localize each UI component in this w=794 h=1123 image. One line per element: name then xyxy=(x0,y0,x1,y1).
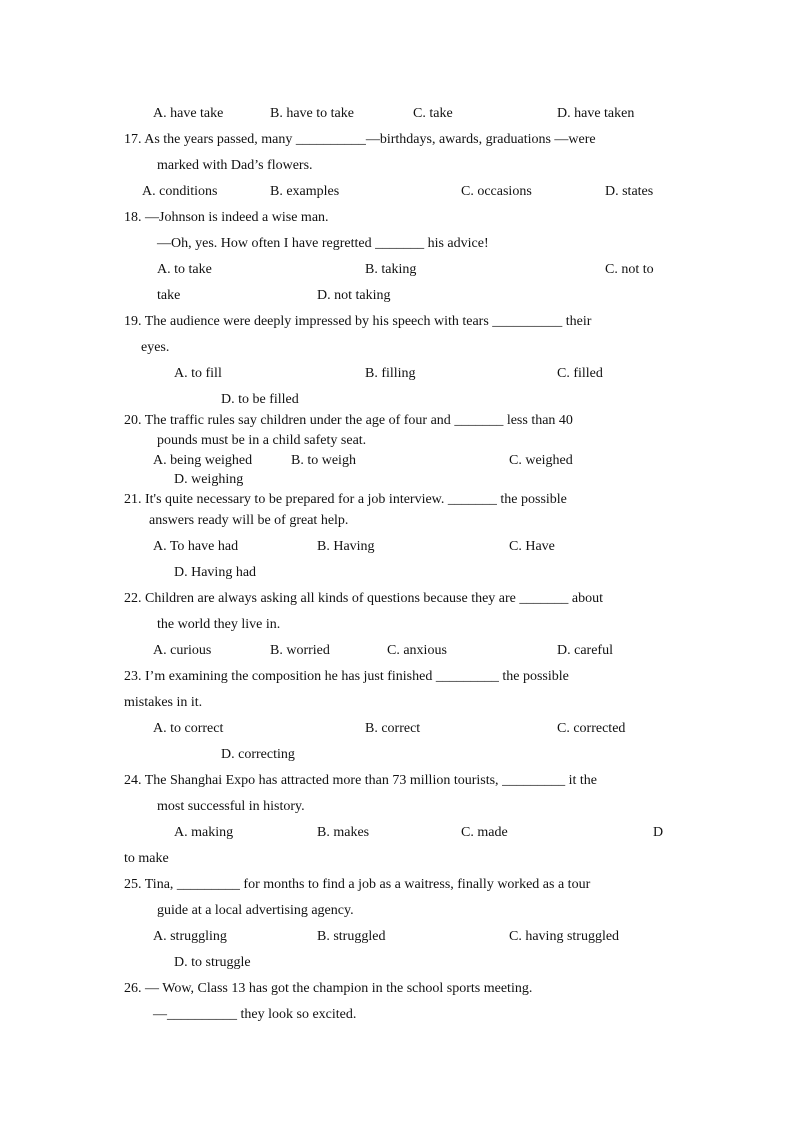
q18-stem-line1: 18. —Johnson is indeed a wise man. xyxy=(124,210,329,225)
q22-blank: _______ xyxy=(519,591,569,606)
q24-stem-text-a: 24. The Shanghai Expo has attracted more than 73 million tourists, xyxy=(124,773,499,788)
q16-option-d: D. have taken xyxy=(557,106,635,121)
q24-stem-line1 xyxy=(124,773,597,789)
q24-blank: _________ xyxy=(502,773,566,788)
q20-stem-text-a: 20. The traffic rules say children under the age of four and xyxy=(124,413,451,428)
q18-option-d: D. not taking xyxy=(317,288,391,303)
q17-blank: __________ xyxy=(295,132,366,147)
q24-option-d-text: to make xyxy=(124,851,169,866)
q19-option-a: A. to fill xyxy=(174,366,222,381)
q20-option-a: A. being weighed xyxy=(153,453,253,468)
q21-stem-line2: answers ready will be of great help. xyxy=(149,513,349,528)
q25-option-b: B. struggled xyxy=(317,929,386,944)
q16-option-a: A. have take xyxy=(153,106,224,121)
q25-blank: _________ xyxy=(176,877,240,892)
q22-stem-line1 xyxy=(124,591,603,607)
q23-stem-text-a: 23. I’m examining the composition he has just finished xyxy=(124,669,433,684)
q23-stem-line2: mistakes in it. xyxy=(124,695,203,710)
q24-option-d-letter: D xyxy=(653,825,664,840)
q21-option-a: A. To have had xyxy=(153,539,239,554)
q19-option-c: C. filled xyxy=(557,366,603,381)
q20-stem-line1 xyxy=(124,413,573,429)
q23-option-d: D. correcting xyxy=(221,747,295,762)
q19-option-b: B. filling xyxy=(365,366,416,381)
q25-stem-text-a: 25. Tina, xyxy=(124,877,174,892)
q19-stem-line2: eyes. xyxy=(141,340,170,355)
q23-option-c: C. corrected xyxy=(557,721,626,736)
q17-stem-text-b: —birthdays, awards, graduations —were xyxy=(365,132,596,147)
q19-option-d: D. to be filled xyxy=(221,392,299,407)
q17-stem-text-a: 17. As the years passed, many xyxy=(124,132,293,147)
q25-option-c: C. having struggled xyxy=(509,929,620,944)
q23-option-a: A. to correct xyxy=(153,721,224,736)
q21-stem-text-b: the possible xyxy=(500,492,567,507)
q25-stem-text-b: for months to find a job as a waitress, finally worked as a tour xyxy=(243,877,591,892)
q18-stem-text-b: his advice! xyxy=(427,236,489,251)
q18-blank: _______ xyxy=(375,236,425,251)
q18-option-c: C. not to xyxy=(605,262,654,277)
q21-stem-text-a: 21. It's quite necessary to be prepared for a job interview. xyxy=(124,492,445,507)
q19-stem-line1 xyxy=(124,314,591,330)
q22-option-a: A. curious xyxy=(153,643,212,658)
q21-blank: _______ xyxy=(447,492,497,507)
q22-stem-text-a: 22. Children are always asking all kinds of questions because they are xyxy=(124,591,516,606)
q22-stem-line2: the world they live in. xyxy=(157,617,281,632)
q24-stem-text-b: it the xyxy=(568,773,597,788)
q26-stem-text-b: they look so excited. xyxy=(240,1007,357,1022)
q25-option-d: D. to struggle xyxy=(174,955,251,970)
q26-blank: __________ xyxy=(167,1007,237,1022)
q20-option-b: B. to weigh xyxy=(291,453,356,468)
q24-stem-line2: most successful in history. xyxy=(157,799,305,814)
q17-option-a: A. conditions xyxy=(142,184,218,199)
q17-option-c: C. occasions xyxy=(461,184,532,199)
q19-stem-text-b: their xyxy=(565,314,592,329)
q20-option-c: C. weighed xyxy=(509,453,573,468)
q20-blank: _______ xyxy=(454,413,504,428)
q22-option-d: D. careful xyxy=(557,643,613,658)
q18-option-b: B. taking xyxy=(365,262,417,277)
q24-option-b: B. makes xyxy=(317,825,370,840)
q23-stem-text-b: the possible xyxy=(502,669,569,684)
q18-stem-text-a: —Oh, yes. How often I have regretted xyxy=(157,236,372,251)
q21-option-b: B. Having xyxy=(317,539,375,554)
q23-option-b: B. correct xyxy=(365,721,421,736)
q17-stem-line1 xyxy=(124,132,596,148)
q18-stem-line2 xyxy=(157,236,489,252)
q19-blank: __________ xyxy=(492,314,563,329)
q20-stem-line2: pounds must be in a child safety seat. xyxy=(157,433,367,448)
q16-option-c: C. take xyxy=(413,106,453,121)
q25-stem-line1 xyxy=(124,877,590,893)
q22-option-c: C. anxious xyxy=(387,643,447,658)
q16-option-b: B. have to take xyxy=(270,106,354,121)
q17-option-b: B. examples xyxy=(270,184,340,199)
q21-option-c: C. Have xyxy=(509,539,555,554)
q20-stem-text-b: less than 40 xyxy=(506,413,573,428)
q21-option-d: D. Having had xyxy=(174,565,257,580)
q17-stem-line2: marked with Dad’s flowers. xyxy=(157,158,313,173)
q18-option-c-cont: take xyxy=(157,288,181,303)
q25-stem-line2: guide at a local advertising agency. xyxy=(157,903,354,918)
q24-option-c: C. made xyxy=(461,825,508,840)
q26-stem-line2 xyxy=(153,1007,356,1023)
q20-option-d: D. weighing xyxy=(174,472,244,487)
q17-option-d: D. states xyxy=(605,184,654,199)
q22-option-b: B. worried xyxy=(270,643,330,658)
q26-stem-text-a: — xyxy=(153,1007,167,1022)
q25-option-a: A. struggling xyxy=(153,929,227,944)
q19-stem-text-a: 19. The audience were deeply impressed by his speech with tears xyxy=(124,314,489,329)
q18-option-a: A. to take xyxy=(157,262,212,277)
q24-option-a: A. making xyxy=(174,825,234,840)
q23-blank: _________ xyxy=(435,669,499,684)
q21-stem-line1 xyxy=(124,492,567,508)
q22-stem-text-b: about xyxy=(571,591,603,606)
q23-stem-line1 xyxy=(124,669,569,685)
q26-stem-line1: 26. — Wow, Class 13 has got the champion in the school sports meeting. xyxy=(124,981,533,996)
